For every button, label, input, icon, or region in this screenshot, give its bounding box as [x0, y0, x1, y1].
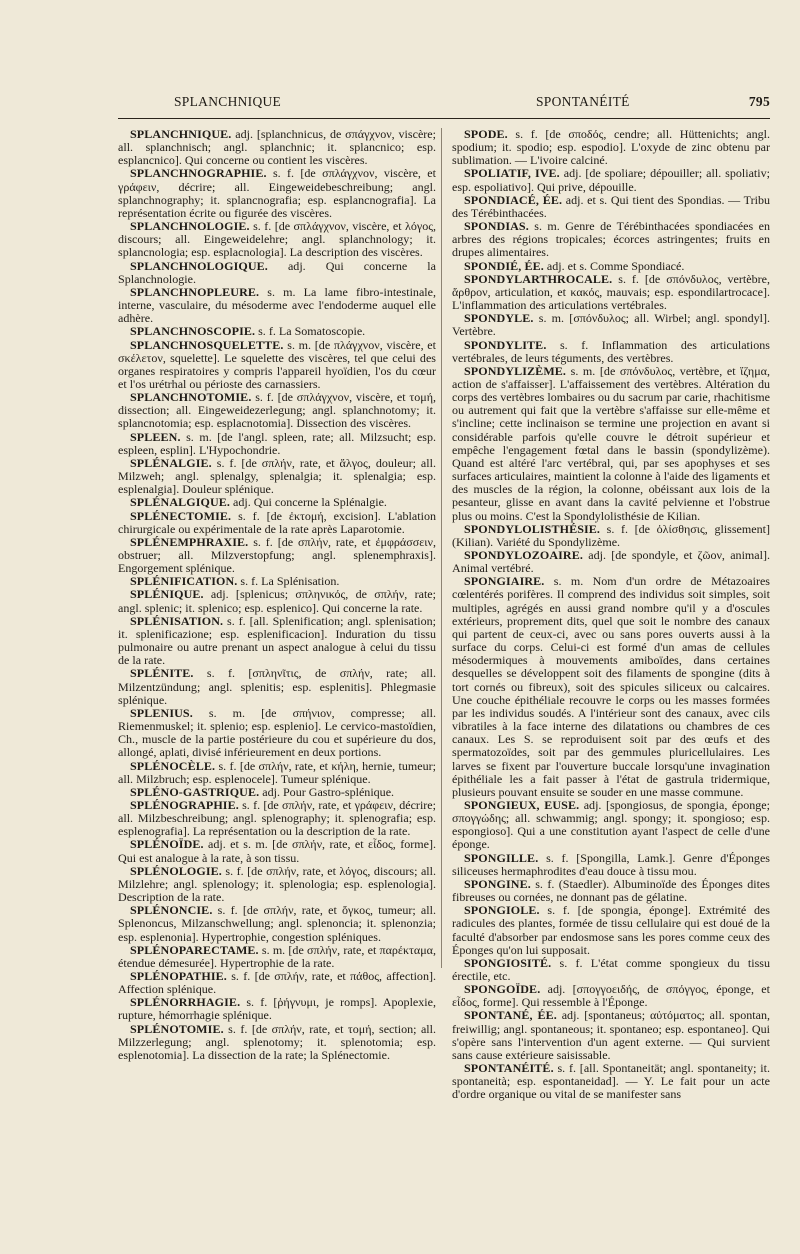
entry-headword: SPLÉNALGIQUE.: [130, 495, 231, 510]
entry-headword: SPONDIACÉ, ÉE.: [464, 192, 563, 207]
dictionary-entry: [118, 260, 436, 286]
entry-definition: s. f. [de σποδός, cendre; all. Hüttenichts; angl. spodium; it. spodio; esp. espodio]. L'oxyde de zinc obtenu par sublimation. — L'ivoire calciné.: [452, 127, 770, 168]
dictionary-entry: [118, 865, 436, 904]
left-column: [118, 128, 436, 1062]
dictionary-entry: [118, 838, 436, 864]
entry-headword: SPLENIUS.: [130, 705, 193, 720]
dictionary-entry: [452, 523, 770, 549]
entry-definition: s. m. [de σπόνδυλος, vertèbre, et ἵζημα, action de s'affaisser]. L'affaissement des vertèbres. Altération du corps des vertèbres lombaires ou du sacrum par carie, rhachitisme ou autrement qui fait que la vertèbre s'affaisse sur elle-même et s'incline; cette inclinaison se termine une projection en avant si considérable parfois qu'elle couvre le détroit supérieur et empêche l'engagement fœtal dans le bassin (spondylizème). Quand est altéré l'arc vertébral, qui, par ses apophyses et ses surfaces articulaires, maintient la colonne à l'aide des ligaments et des muscles de la région, la colonne, obéissant aux lois de la pesanteur, glisse en avant dans la cavité pelvienne et l'obstrue plus ou moins. C'est la Spondylolisthésie de Kilian.: [452, 363, 770, 523]
header-rule: [118, 118, 770, 119]
entry-headword: SPLÉNOLOGIE.: [130, 863, 222, 878]
dictionary-entry: [452, 1009, 770, 1062]
entry-definition: s. m. La lame fibro-intestinale, interne, vasculaire, du mésoderme avec l'endoderme auquel elle adhère.: [118, 284, 436, 326]
entry-definition: s. f. [de σπλάγχνον, viscère, et τομή, dissection; all. Eingeweidezerlegung; angl. splanchnotomy; it. splancnotomia; esp. esplacnotomia]. Dissection des viscères.: [118, 390, 436, 431]
entry-headword: SPLANCHNOSQUELETTE.: [130, 337, 284, 352]
entry-definition: s. f. [de σπλάγχνον, viscère, et λόγος, discours; all. Eingeweidelehre; angl. splanchnology; it. splancnologia; esp. esplacnologia]. La description des viscères.: [118, 219, 436, 260]
entry-definition: adj. et s. Qui tient des Spondias. — Tribu des Térébinthacées.: [452, 192, 770, 220]
entry-headword: SPONGIOLE.: [464, 903, 540, 918]
entry-definition: s. m. [de l'angl. spleen, rate; all. Milzsucht; esp. espleen, esplin]. L'Hypochondrie.: [118, 429, 436, 457]
entry-headword: SPONGIEUX, EUSE.: [464, 797, 580, 812]
entry-definition: s. f. L'état comme spongieux du tissu érectile, etc.: [452, 955, 770, 983]
entry-definition: s. f. [de σπλάγχνον, viscère, et γράφειν, décrire; all. Eingeweidebeschreibung; angl. splanchnography; it. splancnografia; esp. esplancnografia]. La représentation écrite ou figurée des viscères.: [118, 166, 436, 220]
entry-headword: SPLANCHNOSCOPIE.: [130, 324, 256, 339]
dictionary-entry: [452, 220, 770, 259]
entry-headword: SPONGINE.: [464, 876, 531, 891]
entry-definition: s. m. Nom d'un ordre de Métazoaires cœlentérés porifères. Il comprend des individus soit simples, soit multiples, agrégés en aussi grand nombre qu'il y a d'oscules extérieurs, proprement dits, quel que soit le nombre des canaux qui partent de ceux-ci, avec ou sans pores ouverts aussi à la surface du corps. Celui-ci est formé d'un amas de cellules mésodermiques à mouvements amiboïdes, dans certaines desquelles se développent soit des filaments de spongine (dits à tort cornés ou fibreux), soit des spicules siliceux ou calcaires. Une couche épithéliale recouvre le corps ou les masses formées par les individus soudés. A l'intérieur sont des canaux, avec cils vibratiles à la face interne des dilatations ou chambres de ces canaux. Les S. se reproduisent soit par des œufs et des spermatozoïdes, soit par des gemmules pluricellulaires. Les larves se fixent par l'ouverture buccale lorsqu'une invagination épithéliale les a fait passer à l'état de gastrula tridermique, plusieurs pouvant ensuite se souder en une masse commune.: [452, 574, 770, 799]
entry-headword: SPLÉNOÏDE.: [130, 837, 204, 852]
entry-definition: s. m. [de σπήνιον, compresse; all. Riemenmuskel; it. splenio; esp. esplenio]. Le cervico-mastoïdien, Ch., muscle de la partie postérieure du cou et supérieure du dos, allongé, aplati, divisé inférieurement en deux portions.: [118, 705, 436, 760]
entry-headword: SPLÉNOPARECTAME.: [130, 942, 259, 957]
dictionary-entry: [452, 904, 770, 957]
entry-definition: s. f. [de spongia, éponge]. Extrémité des radicules des plantes, formée de tissu cellulaire qui est doué de la faculté d'absorber par endosmose sans les pores comme ceux des Éponges qu'on lui supposait.: [452, 903, 770, 957]
dictionary-entry: [452, 194, 770, 220]
dictionary-entry: [452, 1062, 770, 1101]
entry-definition: adj. [de spondyle, et ζῶον, animal]. Animal vertébré.: [452, 548, 770, 576]
dictionary-entry: [118, 339, 436, 392]
page-number: 795: [748, 94, 770, 109]
entry-headword: SPLÉNIFICATION.: [130, 574, 238, 589]
dictionary-entry: [118, 667, 436, 706]
dictionary-entry: [452, 549, 770, 575]
entry-headword: SPLÉNALGIE.: [130, 455, 212, 470]
entry-definition: s. f. La Splénisation.: [237, 574, 340, 589]
entry-definition: s. f. [de σπλήν, rate, et ἐμφράσσειν, obstruer; all. Milzverstopfung; angl. splenemphraxis]. Engorgement splénique.: [118, 534, 436, 576]
dictionary-entry: [118, 904, 436, 943]
entry-definition: s. f. [all. Spontaneität; angl. spontaneity; it. spontaneità; esp. espontaneidad]. — Y. Le fait pour un acte d'ordre organique ou vital de se manifester sans: [452, 1061, 770, 1102]
entry-headword: SPONDYLE.: [464, 311, 534, 326]
dictionary-entry: [452, 878, 770, 904]
entry-headword: SPONTANÉ, ÉE.: [464, 1008, 557, 1023]
entry-headword: SPODE.: [464, 127, 508, 141]
entry-headword: SPONGIAIRE.: [464, 574, 545, 589]
entry-headword: SPLANCHNOLOGIE.: [130, 219, 250, 234]
entry-headword: SPLÉNONCIE.: [130, 903, 213, 918]
entry-definition: s. f. [all. Splenification; angl. splenisation; it. splenificazione; esp. esplenificacion]. Induration du tissu pulmonaire ou autre prenant un aspect analogue à celui du tissu de la rate.: [118, 613, 436, 668]
entry-headword: SPLÉNOPATHIE.: [130, 969, 227, 983]
entry-headword: SPONTANÉITÉ.: [464, 1061, 554, 1076]
dictionary-entry: [452, 128, 770, 167]
entry-definition: s. m. Genre de Térébinthacées spondiacées en arbres des régions tropicales; écorces astringentes; fruits en drupes alimentaires.: [452, 219, 770, 260]
dictionary-entry: [452, 983, 770, 1009]
entry-headword: SPLÉNISATION.: [130, 613, 224, 628]
dictionary-entry: [452, 339, 770, 365]
entry-definition: s. f. [ῥήγνυμι, je romps]. Apoplexie, rupture, hémorrhagie splénique.: [118, 995, 436, 1023]
dictionary-entry: [452, 575, 770, 799]
header-right-word: SPONTANÉITÉ: [536, 94, 630, 109]
entry-headword: SPONDYLITE.: [464, 337, 547, 352]
entry-headword: SPLÉNITE.: [130, 666, 194, 681]
entry-definition: s. f. [de σπλήν, rate, et ὄγκος, tumeur; all. Splenoncus, Milzanschwellung; angl. splenoncia; it. splenonzia; esp. esplenonia]. Hypertrophie, congestion spléniques.: [118, 903, 436, 944]
entry-headword: SPONDIÉ, ÉE.: [464, 258, 544, 273]
entry-headword: SPLÉNECTOMIE.: [130, 508, 232, 523]
entry-definition: adj. [spongiosus, de spongia, éponge; σπογγώδης; all. schwammig; angl. spongy; it. spongioso; esp. espongioso]. Qui a une constitution ayant l'aspect de celle d'une éponge.: [452, 797, 770, 852]
entry-headword: SPONGOÏDE.: [464, 982, 541, 997]
entry-headword: SPONGIOSITÉ.: [464, 955, 552, 970]
entry-definition: s. m. [de σπλήν, rate, et παρέκταμα, étendue démesurée]. Hypertrophie de la rate.: [118, 942, 436, 970]
dictionary-entry: [118, 128, 436, 167]
entry-headword: SPLÉNOCÈLE.: [130, 758, 216, 773]
dictionary-entry: [118, 588, 436, 614]
entry-definition: adj. [de spoliare; dépouiller; all. spoliativ; esp. espoliativo]. Qui prive, dépouille.: [452, 166, 770, 194]
entry-headword: SPONDIAS.: [464, 219, 529, 234]
dictionary-entry: [452, 365, 770, 523]
entry-headword: SPONDYLOLISTHÉSIE.: [464, 521, 601, 536]
entry-definition: s. m. [de πλάγχνον, viscère, et σκέλετον, squelette]. Le squelette des viscères, tel que celui des organes respiratoires y compris l'appareil hyoïdien, l'os du cœur et l'os urétrhal ou périoste des carnassiers.: [118, 337, 436, 391]
entry-headword: SPONGILLE.: [464, 850, 539, 865]
dictionary-entry: [118, 220, 436, 259]
entry-definition: s. f. [de σπόνδυλος, vertèbre, ἄρθρον, articulation, et κακός, mauvais; esp. espondilartrocace]. L'inflammation des articulations vertébrales.: [452, 271, 770, 313]
entry-headword: SPLANCHNOGRAPHIE.: [130, 166, 267, 181]
entry-definition: s. m. [σπόνδυλος; all. Wirbel; angl. spondyl]. Vertèbre.: [452, 311, 770, 339]
entry-headword: SPLANCHNOLOGIQUE.: [130, 258, 268, 273]
entry-definition: adj. Qui concerne la Splénalgie.: [230, 495, 387, 510]
dictionary-entry: [118, 457, 436, 496]
dictionary-entry: [118, 760, 436, 786]
dictionary-entry: [118, 391, 436, 430]
entry-headword: SPLÉNIQUE.: [130, 587, 204, 602]
entry-definition: adj. [spontaneus; αὐτόματος; all. spontan, freiwillig; angl. spontaneous; it. spontaneo; esp. espontaneo]. Qui s'opère sans l'intervention d'un agent externe. — Qui survient sans cause extérieure saisissable.: [452, 1008, 770, 1062]
header-left-word: SPLANCHNIQUE: [174, 94, 282, 109]
entry-headword: SPOLIATIF, IVE.: [464, 166, 560, 181]
entry-headword: SPLÉNOGRAPHIE.: [130, 797, 239, 812]
entry-headword: SPLEEN.: [130, 429, 181, 444]
column-divider: [441, 128, 442, 968]
entry-definition: adj. [splenicus; σπληνικός, de σπλήν, rate; angl. splenic; it. splenico; esp. esplenico]. Qui concerne la rate.: [118, 587, 436, 615]
entry-headword: SPLÉNOTOMIE.: [130, 1021, 224, 1036]
dictionary-entry: [118, 1023, 436, 1062]
entry-headword: SPLÉNO-GASTRIQUE.: [130, 784, 260, 799]
dictionary-entry: [452, 957, 770, 983]
entry-definition: adj. [σπογγοειδής, de σπόγγος, éponge, et εἶδος, forme]. Qui ressemble à l'Éponge.: [452, 982, 770, 1010]
dictionary-entry: [118, 996, 436, 1022]
running-header: [118, 94, 770, 116]
entry-headword: SPONDYLOZOAIRE.: [464, 548, 583, 562]
entry-headword: SPLÉNORRHAGIE.: [130, 995, 241, 1010]
entry-definition: adj. et s. m. [de σπλήν, rate, et εἶδος, forme]. Qui est analogue à la rate, à son tissu.: [118, 837, 436, 865]
right-column: [452, 128, 770, 1102]
entry-headword: SPLANCHNOPLEURE.: [130, 284, 260, 299]
dictionary-entry: [118, 707, 436, 760]
entry-definition: adj. [splanchnicus, de σπάγχνον, viscère; all. splanchnisch; angl. splanchnic; it. splancnico; esp. esplancnico]. Qui concerne ou contient les viscères.: [118, 127, 436, 168]
dictionary-entry: [452, 167, 770, 193]
entry-definition: s. f. [de σπλήν, rate, et πάθος, affection]. Affection splénique.: [118, 969, 436, 997]
entry-definition: adj. Pour Gastro-splénique.: [259, 784, 395, 799]
entry-headword: SPLANCHNOTOMIE.: [130, 390, 252, 405]
entry-definition: s. f. [de σπλήν, rate, et τομή, section; all. Milzzerlegung; angl. splenotomy; it. splenotomia; esp. esplenotomia]. La dissection de la rate; la Splénectomie.: [118, 1021, 436, 1062]
dictionary-entry: [118, 510, 436, 536]
entry-definition: s. f. [de σπλήν, rate, et λόγος, discours; all. Milzlehre; angl. splenology; it. splenologia; esp. esplenologia]. Description de la rate.: [118, 863, 436, 905]
dictionary-entry: [452, 312, 770, 338]
entry-definition: s. f. [de σπλήν, rate, et κήλη, hernie, tumeur; all. Milzbruch; esp. esplenocele]. Tumeur splénique.: [118, 758, 436, 786]
dictionary-entry: [118, 536, 436, 575]
dictionary-entry: [452, 273, 770, 312]
dictionary-entry: [118, 799, 436, 838]
entry-definition: s. f. La Somatoscopie.: [255, 324, 366, 339]
entry-headword: SPLANCHNIQUE.: [130, 127, 232, 141]
entry-definition: s. f. [de σπλήν, rate, et ἄλγος, douleur; all. Milzweh; angl. splenalgy, splenalgia; it. splenalgia; esp. esplenalgia]. Douleur splénique.: [118, 455, 436, 497]
dictionary-entry: [452, 799, 770, 852]
entry-headword: SPONDYLIZÈME.: [464, 363, 567, 378]
entry-definition: adj. Qui concerne la Splanchnologie.: [118, 258, 436, 286]
dictionary-entry: [118, 615, 436, 668]
dictionary-entry: [118, 167, 436, 220]
entry-definition: s. f. (Staedler). Albuminoïde des Éponges dites fibreuses ou cornées, ne donnant pas de gélatine.: [452, 876, 770, 905]
entry-definition: adj. et s. Comme Spondiacé.: [543, 258, 685, 273]
entry-definition: s. f. [Spongilla, Lamk.]. Genre d'Éponges siliceuses hermaphrodites d'eau douce à tissu mou.: [452, 850, 770, 878]
entry-definition: s. f. [σπληνῖτις, de σπλήν, rate; all. Milzentzündung; angl. splenitis; esp. esplenitis]. Phlegmasie splénique.: [118, 666, 436, 707]
entry-definition: s. f. Inflammation des articulations vertébrales, de leurs téguments, des vertèbres.: [452, 337, 770, 365]
entry-definition: s. f. [de ἐκτομή, excision]. L'ablation chirurgicale ou expérimentale de la rate après Laparotomie.: [118, 508, 436, 536]
entry-headword: SPLÉNEMPHRAXIE.: [130, 534, 249, 549]
entry-headword: SPONDYLARTHROCALE.: [464, 271, 613, 286]
dictionary-entry: [118, 431, 436, 457]
entry-definition: s. f. [de ὀλίσθησις, glissement] (Kilian). Variété du Spondylizème.: [452, 521, 770, 549]
dictionary-entry: [118, 944, 436, 970]
dictionary-entry: [118, 286, 436, 325]
dictionary-entry: [452, 852, 770, 878]
entry-definition: s. f. [de σπλήν, rate, et γράφειν, décrire; all. Milzbeschreibung; angl. splenography; it. splenografia; esp. esplenografia]. La représentation ou la description de la rate.: [118, 797, 436, 839]
dictionary-entry: [118, 970, 436, 996]
